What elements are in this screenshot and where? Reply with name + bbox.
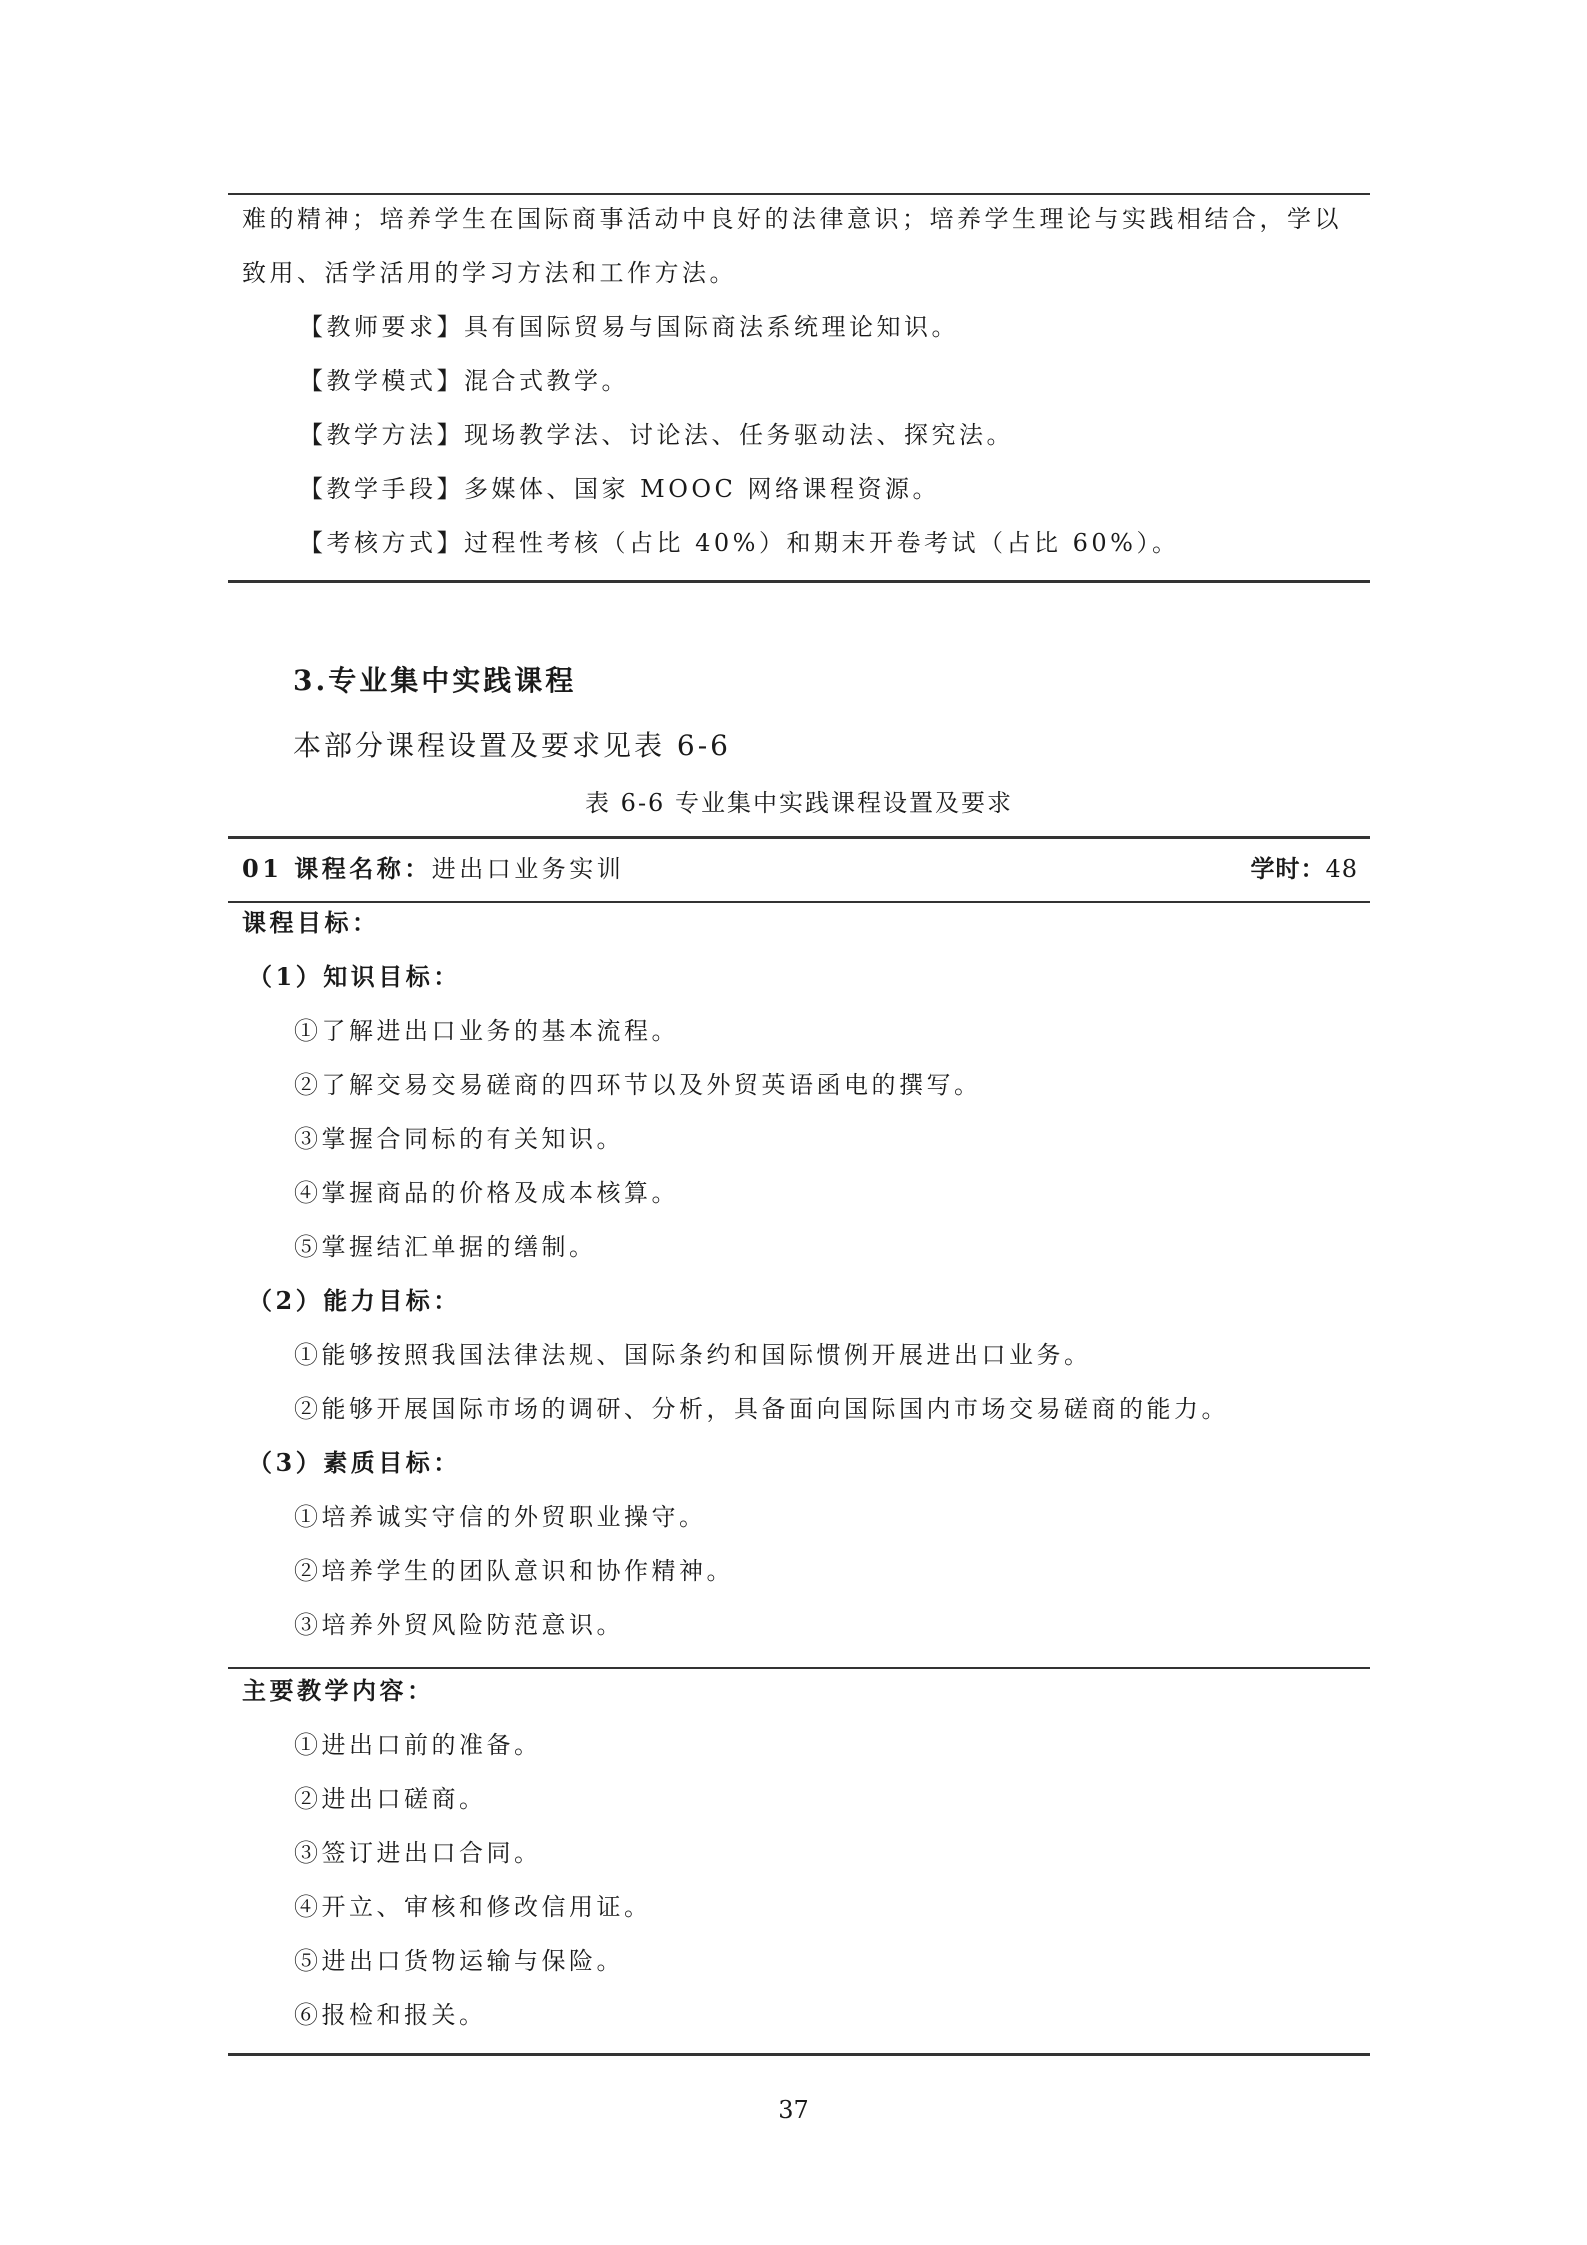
list-item: ⑤进出口货物运输与保险。: [294, 1947, 624, 1975]
table-caption: 表 6-6 专业集中实践课程设置及要求: [585, 789, 1013, 817]
paragraph-line: 难的精神；培养学生在国际商事活动中良好的法律意识；培养学生理论与实践相结合，学以: [242, 205, 1342, 233]
list-item: ①了解进出口业务的基本流程。: [294, 1017, 679, 1045]
list-item: ②培养学生的团队意识和协作精神。: [294, 1557, 734, 1585]
list-item: ⑤掌握结汇单据的缮制。: [294, 1233, 597, 1261]
continued-course-table: [228, 193, 1370, 583]
list-item: ②了解交易交易磋商的四环节以及外贸英语函电的撰写。: [294, 1071, 982, 1099]
course-table: [228, 836, 1370, 2056]
list-item: ③掌握合同标的有关知识。: [294, 1125, 624, 1153]
list-item: ②能够开展国际市场的调研、分析，具备面向国际国内市场交易磋商的能力。: [294, 1395, 1229, 1423]
course-name: 01 课程名称：进出口业务实训: [242, 854, 625, 883]
ability-goals-heading: （2）能力目标：: [248, 1286, 461, 1315]
page-number: 37: [778, 2096, 809, 2124]
assessment-method: 【考核方式】过程性考核（占比 40%）和期末开卷考试（占比 60%）。: [299, 529, 1180, 557]
list-item: ④掌握商品的价格及成本核算。: [294, 1179, 679, 1207]
teaching-method: 【教学方法】现场教学法、讨论法、任务驱动法、探究法。: [299, 421, 1014, 449]
quality-goals-heading: （3）素质目标：: [248, 1448, 461, 1477]
paragraph-line: 致用、活学活用的学习方法和工作方法。: [242, 259, 737, 287]
list-item: ②进出口磋商。: [294, 1785, 487, 1813]
teaching-means: 【教学手段】多媒体、国家 MOOC 网络课程资源。: [299, 475, 941, 503]
section-intro: 本部分课程设置及要求见表 6-6: [293, 729, 731, 762]
section-heading: 3.专业集中实践课程: [293, 664, 577, 697]
list-item: ④开立、审核和修改信用证。: [294, 1893, 652, 1921]
teaching-mode: 【教学模式】混合式教学。: [299, 367, 629, 395]
knowledge-goals-heading: （1）知识目标：: [248, 962, 461, 991]
teacher-requirement: 【教师要求】具有国际贸易与国际商法系统理论知识。: [299, 313, 959, 341]
list-item: ①能够按照我国法律法规、国际条约和国际惯例开展进出口业务。: [294, 1341, 1092, 1369]
row-divider: [228, 1667, 1370, 1669]
course-hours: 学时：48: [1250, 854, 1358, 883]
list-item: ③培养外贸风险防范意识。: [294, 1611, 624, 1639]
course-header-row: [228, 839, 1370, 903]
list-item: ⑥报检和报关。: [294, 2001, 487, 2029]
list-item: ①培养诚实守信的外贸职业操守。: [294, 1503, 707, 1531]
list-item: ①进出口前的准备。: [294, 1731, 542, 1759]
list-item: ③签订进出口合同。: [294, 1839, 542, 1867]
course-goals-heading: 课程目标：: [242, 908, 380, 937]
content-heading: 主要教学内容：: [242, 1676, 435, 1705]
